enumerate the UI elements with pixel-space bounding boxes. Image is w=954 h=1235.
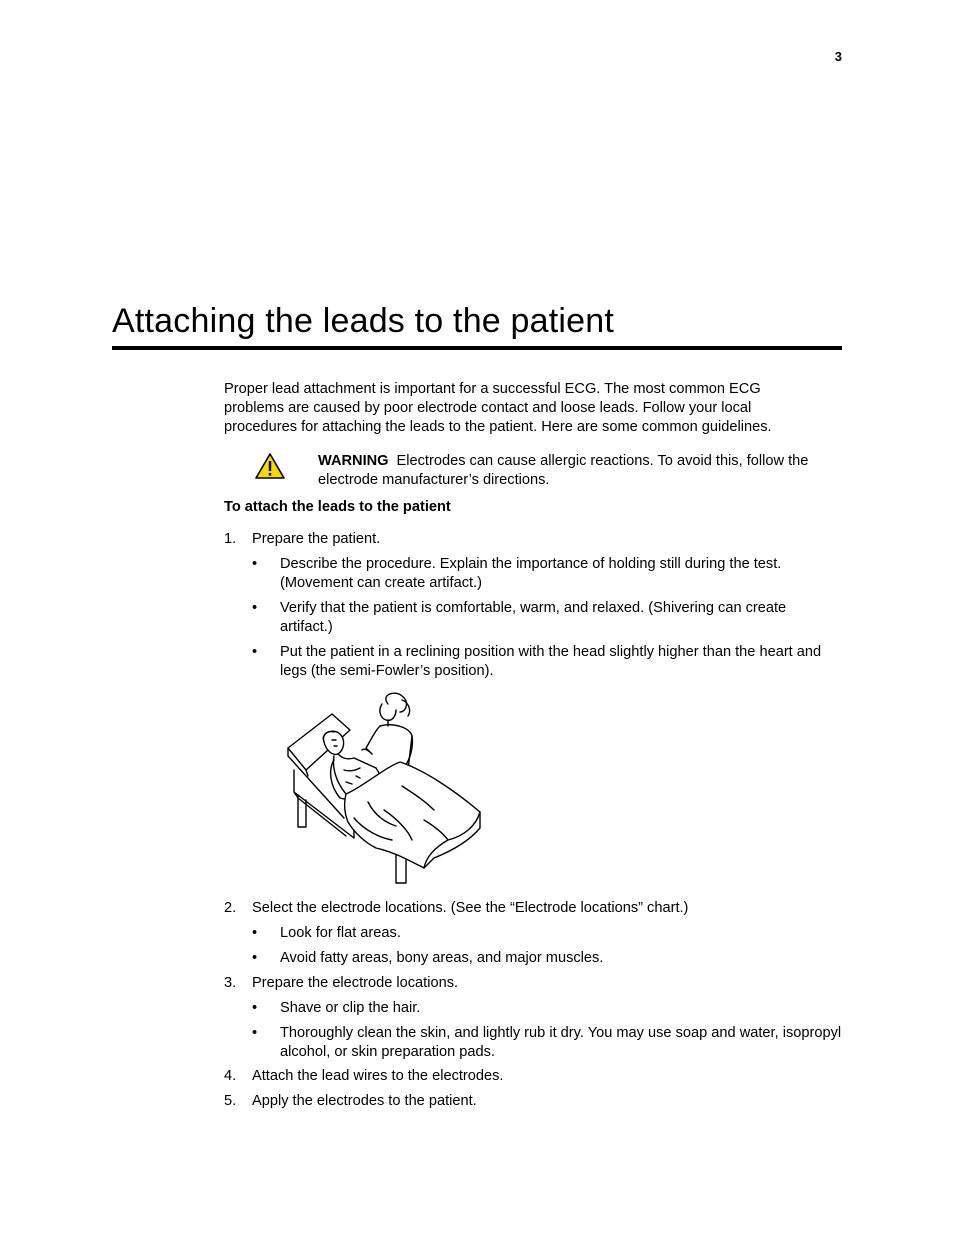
list-item [252, 1024, 842, 1062]
warning-triangle-icon [254, 452, 286, 480]
step-number: 3. [224, 975, 237, 991]
step-text: Prepare the patient. [252, 531, 381, 547]
step-5 [224, 1092, 844, 1111]
page-title: Attaching the leads to the patient [112, 302, 615, 340]
list-item [252, 555, 842, 593]
list-item [252, 599, 842, 637]
list-item [252, 924, 842, 943]
list-item [252, 999, 842, 1018]
bullet-marker: • [252, 1000, 258, 1016]
bullet-marker: • [252, 644, 258, 660]
warning-text [318, 452, 838, 490]
step-text: Prepare the electrode locations. [252, 975, 459, 991]
step-number: 5. [224, 1093, 237, 1109]
step-number: 2. [224, 900, 237, 916]
bullet-text: Avoid fatty areas, bony areas, and major muscles. [280, 950, 604, 966]
bullet-marker: • [252, 1025, 258, 1041]
patient-in-bed-illustration [284, 690, 484, 885]
step-text: Select the electrode locations. (See the “Electrode locations” chart.) [252, 900, 689, 916]
bullet-text: Describe the procedure. Explain the importance of holding still during the test. (Movement can create artifact.) [280, 556, 782, 591]
warning-label: WARNING [318, 453, 389, 469]
step-text: Apply the electrodes to the patient. [252, 1093, 477, 1109]
bullet-marker: • [252, 950, 258, 966]
step-4 [224, 1067, 844, 1086]
bullet-marker: • [252, 556, 258, 572]
procedure-heading: To attach the leads to the patient [224, 499, 451, 515]
list-item [252, 643, 842, 681]
step-1 [224, 530, 844, 549]
bullet-text: Thoroughly clean the skin, and lightly rub it dry. You may use soap and water, isopropyl alcohol, or skin preparation pads. [280, 1025, 842, 1060]
warning-message: Electrodes can cause allergic reactions. To avoid this, follow the electrode manufacturer’s directions. [318, 453, 809, 488]
bullet-text: Put the patient in a reclining position with the head slightly higher than the heart and legs (the semi-Fowler’s position). [280, 644, 822, 679]
page-number: 3 [834, 49, 842, 64]
step-text: Attach the lead wires to the electrodes. [252, 1068, 504, 1084]
step-number: 4. [224, 1068, 237, 1084]
list-item [252, 949, 842, 968]
bullet-marker: • [252, 600, 258, 616]
step-2 [224, 899, 844, 918]
bullet-text: Shave or clip the hair. [280, 1000, 421, 1016]
bullet-marker: • [252, 925, 258, 941]
title-rule [112, 346, 842, 350]
step-number: 1. [224, 531, 237, 547]
bullet-text: Look for flat areas. [280, 925, 401, 941]
step-3 [224, 974, 844, 993]
bullet-text: Verify that the patient is comfortable, warm, and relaxed. (Shivering can create artifact.) [280, 600, 787, 635]
intro-paragraph: Proper lead attachment is important for a successful ECG. The most common ECG problems are caused by poor electrode contact and loose leads. Follow your local procedures for attaching the leads to the patient. Here are some common guidelines. [224, 381, 772, 435]
